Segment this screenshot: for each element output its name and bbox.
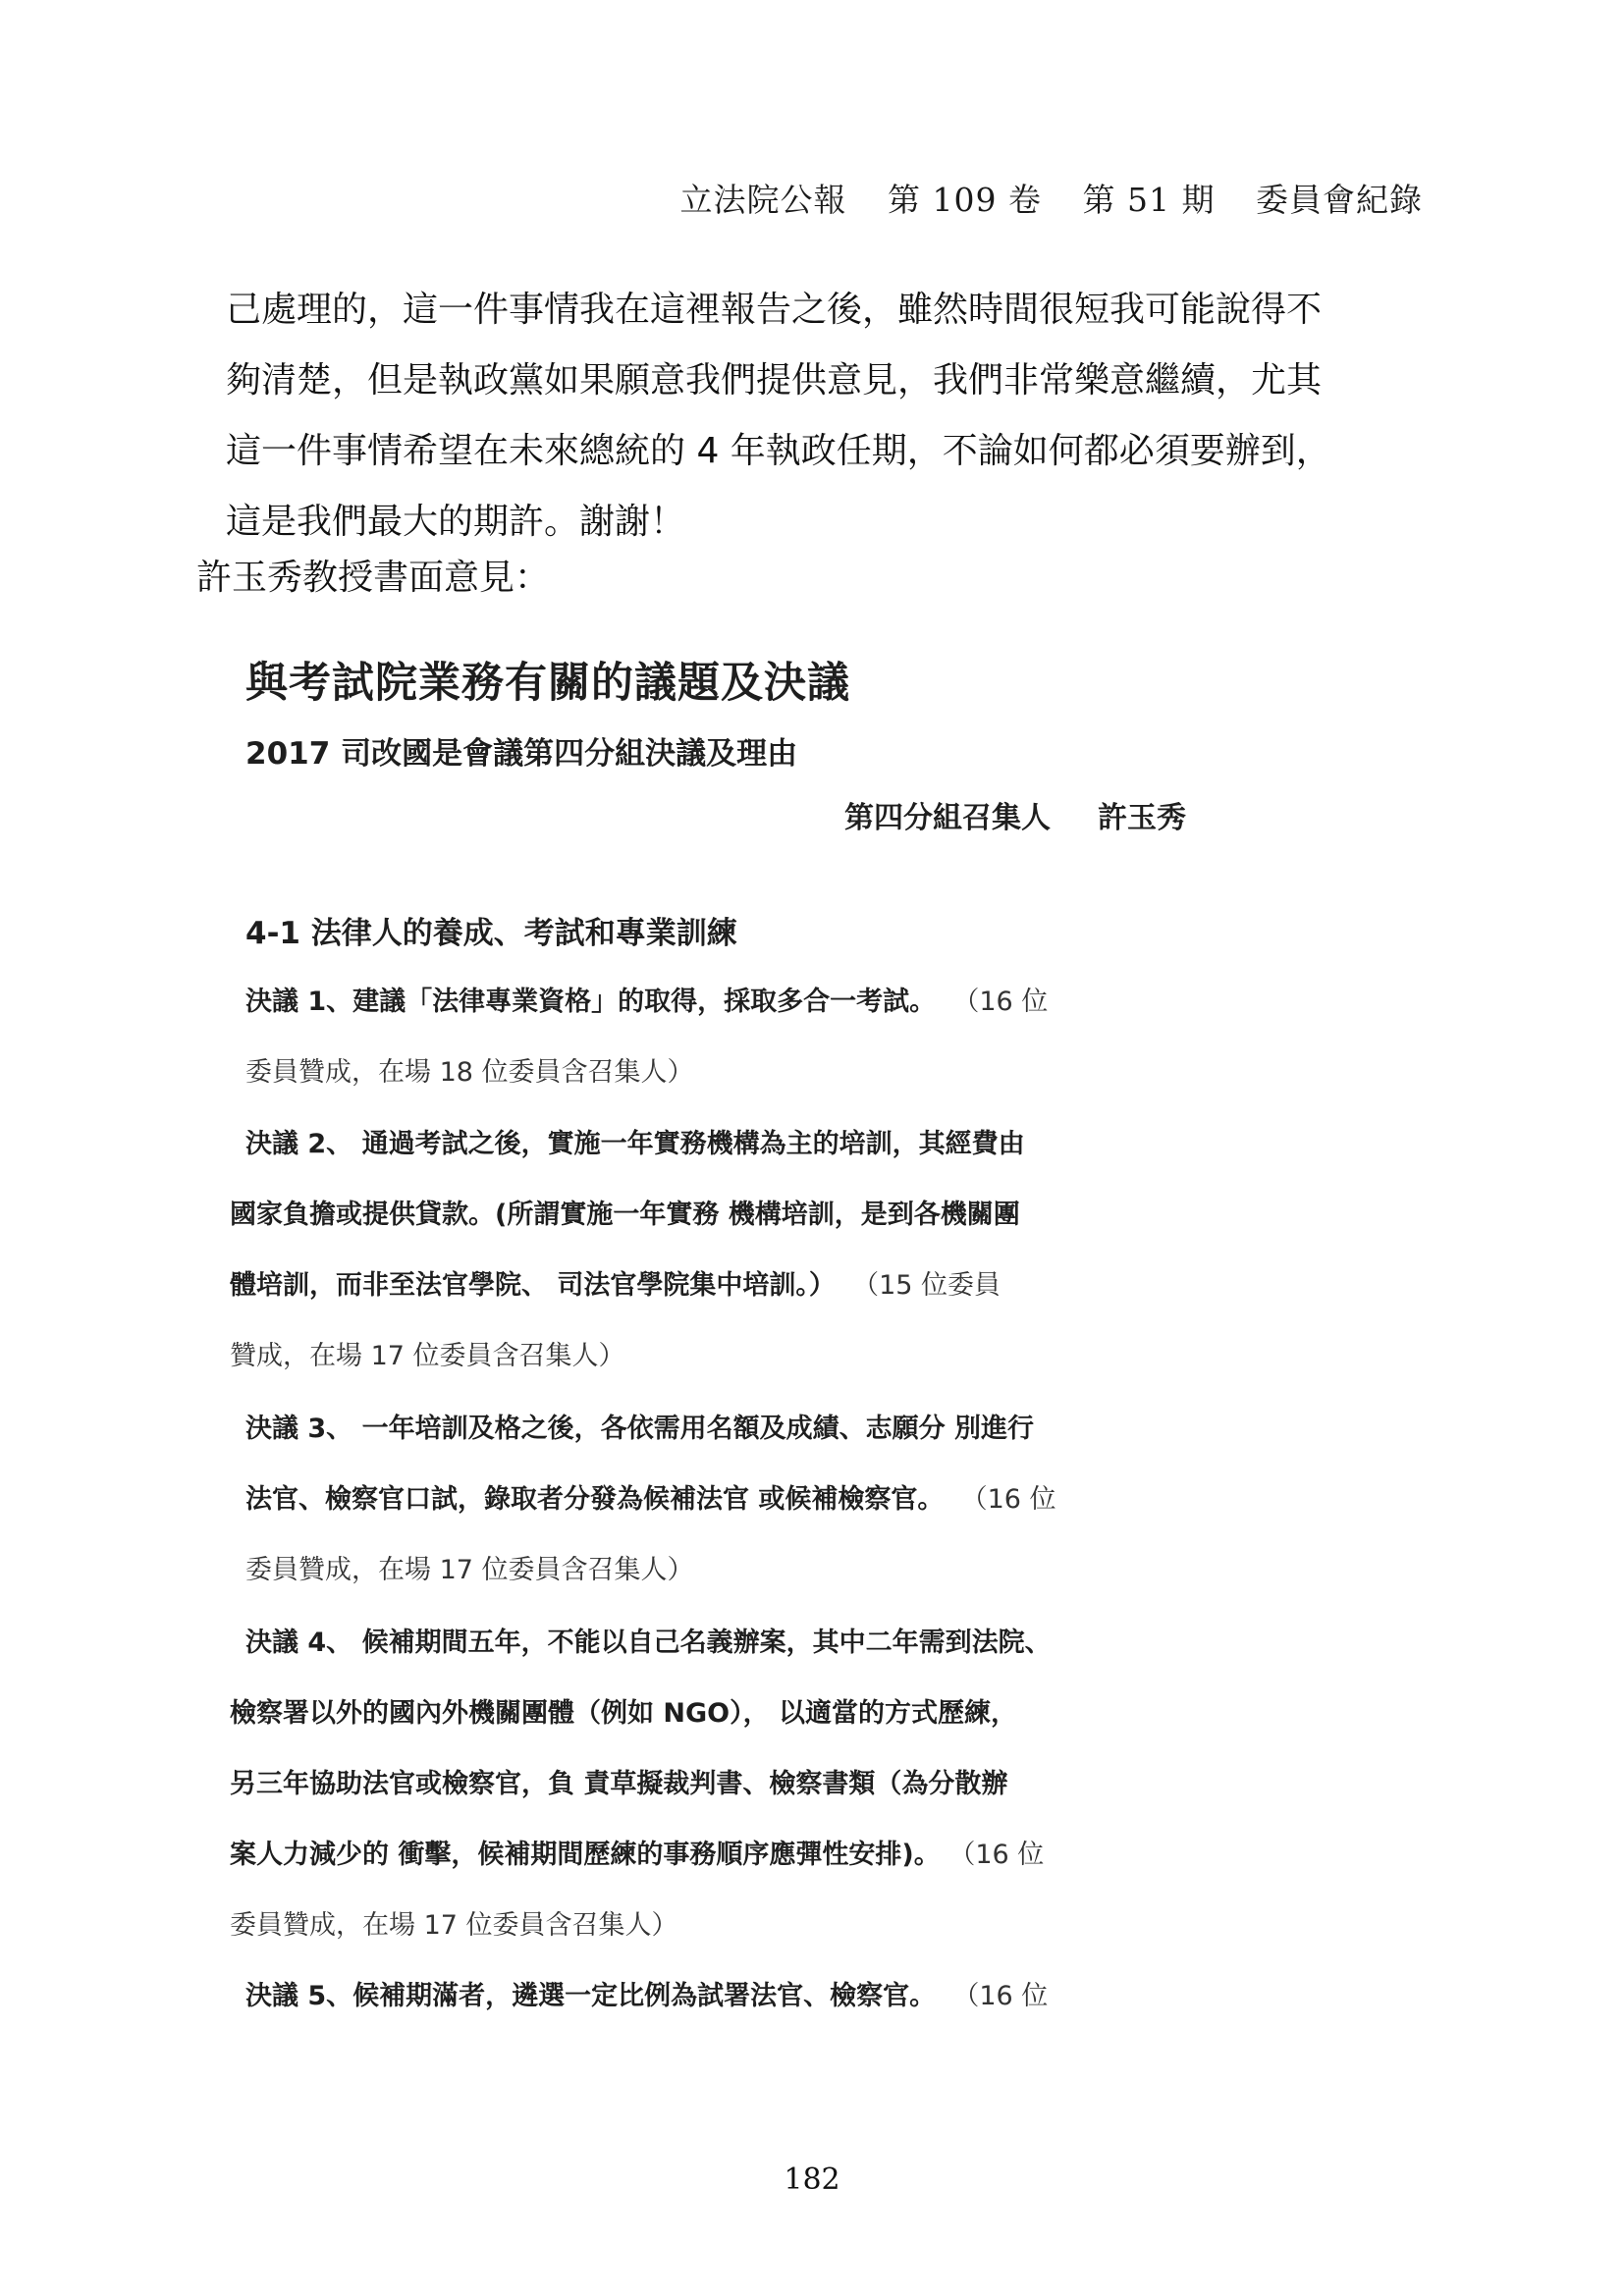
issue-number: 第 51 期 [1082, 181, 1216, 219]
scan-subtitle: 2017 司改國是會議第四分組決議及理由 [245, 736, 798, 772]
resolution-4 [230, 1608, 1375, 1961]
resolution-text: 決議 3、 一年培訓及格之後，各依需用名額及成績、志願分 別進行 [245, 1414, 1034, 1444]
vote-count: （15 位委員 [852, 1270, 1001, 1301]
scan-section-heading: 4-1 法律人的養成、考試和專業訓練 [245, 916, 737, 951]
resolution-1 [245, 967, 1375, 1108]
body-line: 己處理的，這一件事情我在這裡報告之後，雖然時間很短我可能說得不 [226, 290, 1323, 330]
publication-name: 立法院公報 [679, 181, 847, 219]
resolution-text: 決議 2、 通過考試之後，實施一年實務機構為主的培訓，其經費由 [245, 1129, 1025, 1159]
speech-paragraph [226, 275, 1443, 558]
vote-count: （16 位 [948, 1840, 1045, 1870]
resolution-text: 檢察署以外的國內外機關團體（例如 NGO）， 以適當的方式歷練， [230, 1698, 1018, 1729]
written-opinion-heading: 許玉秀教授書面意見： [196, 558, 551, 598]
resolution-text: 決議 1、建議「法律專業資格」的取得，採取多合一考試。 [245, 987, 937, 1017]
volume-number: 第 109 卷 [888, 181, 1043, 219]
scan-title: 與考試院業務有關的議題及決議 [245, 659, 850, 708]
section-name: 委員會紀錄 [1256, 181, 1423, 219]
vote-count: （16 位 [952, 1981, 1049, 2011]
resolution-text: 體培訓，而非至法官學院、 司法官學院集中培訓。） [230, 1270, 836, 1301]
convener-name: 許玉秀 [1098, 801, 1186, 835]
resolution-text: 決議 5、候補期滿者，遴選一定比例為試署法官、檢察官。 [245, 1981, 937, 2011]
vote-count: 委員贊成，在場 17 位委員含召集人） [230, 1910, 678, 1941]
body-line: 這一件事情希望在未來總統的 4 年執政任期，不論如何都必須要辦到， [226, 431, 1331, 471]
scanned-document-image [226, 628, 1404, 2032]
resolution-3 [245, 1394, 1375, 1606]
resolution-text: 決議 4、 候補期間五年，不能以自己名義辦案，其中二年需到法院、 [245, 1628, 1052, 1658]
body-line: 這是我們最大的期許。謝謝！ [226, 502, 686, 542]
gazette-header [680, 175, 1423, 221]
resolution-2 [230, 1109, 1375, 1392]
resolution-text: 另三年協助法官或檢察官，負 責草擬裁判書、檢察書類（為分散辦 [230, 1769, 1008, 1799]
resolution-text: 法官、檢察官口試，錄取者分發為候補法官 或候補檢察官。 [245, 1484, 945, 1515]
body-line: 夠清楚，但是執政黨如果願意我們提供意見，我們非常樂意繼續，尤其 [226, 360, 1323, 400]
vote-count: 贊成，在場 17 位委員含召集人） [230, 1341, 625, 1371]
page-number: 182 [784, 2163, 840, 2197]
resolution-5 [245, 1961, 1375, 2032]
resolution-text: 國家負擔或提供貸款。(所謂實施一年實務 機構培訓，是到各機關團 [230, 1200, 1020, 1230]
convener-role: 第四分組召集人 [844, 801, 1051, 835]
scan-convener [844, 793, 1186, 836]
vote-count: （16 位 [960, 1484, 1056, 1515]
vote-count: 委員贊成，在場 18 位委員含召集人） [245, 1057, 694, 1088]
vote-count: 委員贊成，在場 17 位委員含召集人） [245, 1555, 694, 1585]
resolution-text: 案人力減少的 衝擊，候補期間歷練的事務順序應彈性安排)。 [230, 1840, 941, 1870]
vote-count: （16 位 [952, 987, 1049, 1017]
